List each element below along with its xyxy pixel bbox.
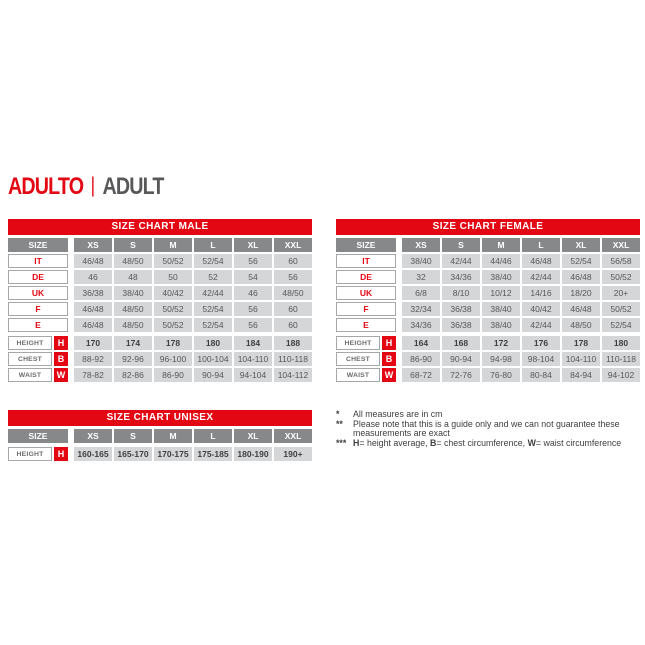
measure-value-cell: 78-82 (74, 368, 112, 382)
size-row-uk (8, 286, 312, 300)
size-value-cell: 52/54 (194, 318, 232, 332)
measure-rows (336, 336, 640, 382)
measure-value-cell: 90-94 (194, 368, 232, 382)
measure-value-cell: 174 (114, 336, 152, 350)
measure-label-waist: WAIST (8, 368, 52, 382)
column-header-m: M (482, 238, 520, 252)
size-value-cell: 42/44 (442, 254, 480, 268)
size-value-cell: 32/34 (402, 302, 440, 316)
column-header-xl: XL (234, 238, 272, 252)
footnote-text-part: W (527, 437, 536, 448)
measure-value-cell: 170-175 (154, 447, 192, 461)
row-label-de: DE (8, 270, 68, 284)
table-header-row (336, 238, 640, 252)
column-header-xl: XL (234, 429, 272, 443)
column-header-xs: XS (74, 429, 112, 443)
measure-value-cell: 88-92 (74, 352, 112, 366)
column-header-l: L (194, 238, 232, 252)
size-value-cell: 48/50 (114, 318, 152, 332)
footnote-text (353, 420, 644, 439)
size-value-cell: 46/48 (74, 302, 112, 316)
footnotes (336, 410, 644, 448)
size-value-cell: 38/40 (482, 302, 520, 316)
size-chart-male (8, 219, 312, 382)
size-value-cell: 14/16 (522, 286, 560, 300)
page-title-separator: | (90, 174, 96, 197)
size-value-cell: 8/10 (442, 286, 480, 300)
column-header-l: L (522, 238, 560, 252)
size-value-cell: 34/36 (442, 270, 480, 284)
size-value-cell: 46/48 (562, 302, 600, 316)
size-value-cell: 50/52 (154, 302, 192, 316)
table-header-row (8, 238, 312, 252)
measure-value-cell: 80-84 (522, 368, 560, 382)
measure-rows (8, 336, 312, 382)
size-value-cell: 38/40 (482, 318, 520, 332)
footnote-marker: ** (336, 418, 343, 429)
measure-value-cell: 72-76 (442, 368, 480, 382)
footnote-text-part: All measures are in cm (353, 409, 443, 419)
size-value-cell: 52/54 (194, 302, 232, 316)
measure-value-cell: 100-104 (194, 352, 232, 366)
size-row-de (336, 270, 640, 284)
size-value-cell: 42/44 (194, 286, 232, 300)
size-value-cell: 48/50 (114, 302, 152, 316)
size-value-cell: 52/54 (194, 254, 232, 268)
size-value-cell: 56/58 (602, 254, 640, 268)
measure-value-cell: 110-118 (274, 352, 312, 366)
footnote-text-part: H (353, 437, 360, 448)
size-value-cell: 56 (234, 302, 272, 316)
measure-badge-h: H (54, 447, 68, 461)
size-value-cell: 42/44 (522, 318, 560, 332)
column-header-s: S (114, 238, 152, 252)
measure-row-height (336, 336, 640, 350)
measure-value-cell: 110-118 (602, 352, 640, 366)
size-value-cell: 56 (274, 270, 312, 284)
measure-label-group (336, 368, 396, 382)
size-value-cell: 36/38 (442, 302, 480, 316)
row-label-uk: UK (8, 286, 68, 300)
measure-value-cell: 172 (482, 336, 520, 350)
size-value-cell: 36/38 (74, 286, 112, 300)
measure-label-height: HEIGHT (8, 336, 52, 350)
size-chart-female (336, 219, 640, 382)
measure-value-cell: 170 (74, 336, 112, 350)
measure-value-cell: 104-112 (274, 368, 312, 382)
column-header-xxl: XXL (274, 238, 312, 252)
measure-label-chest: CHEST (8, 352, 52, 366)
measure-label-group (336, 336, 396, 350)
measure-value-cell: 104-110 (234, 352, 272, 366)
footnote-text-part: Please note that this is a guide only and we can not guarantee these measurements are exact (353, 418, 620, 439)
size-value-cell: 40/42 (154, 286, 192, 300)
measure-value-cell: 184 (234, 336, 272, 350)
size-value-cell: 46 (74, 270, 112, 284)
size-value-cell: 50/52 (602, 270, 640, 284)
measure-label-group (8, 447, 68, 461)
column-header-xl: XL (562, 238, 600, 252)
footnote-text-part: = height average, (359, 437, 431, 448)
measure-label-group (336, 352, 396, 366)
size-value-cell: 38/40 (402, 254, 440, 268)
size-value-cell: 52/54 (602, 318, 640, 332)
size-value-cell: 18/20 (562, 286, 600, 300)
measure-value-cell: 82-86 (114, 368, 152, 382)
size-value-cell: 32 (402, 270, 440, 284)
size-row-f (336, 302, 640, 316)
row-label-e: E (8, 318, 68, 332)
size-value-cell: 40/42 (522, 302, 560, 316)
row-label-e: E (336, 318, 396, 332)
footnote-marker: *** (336, 437, 347, 448)
measure-row-height (8, 336, 312, 350)
measure-value-cell: 180 (602, 336, 640, 350)
measure-badge-w: W (54, 368, 68, 382)
footnote-3 (336, 439, 644, 449)
measure-value-cell: 94-104 (234, 368, 272, 382)
footnote-2 (336, 420, 644, 439)
footnote-text-part: = waist circumference (535, 437, 622, 448)
size-value-cell: 48/50 (562, 318, 600, 332)
size-value-cell: 60 (274, 318, 312, 332)
footnote-text-part: B (430, 437, 437, 448)
measure-value-cell: 90-94 (442, 352, 480, 366)
size-value-cell: 36/38 (442, 318, 480, 332)
measure-label-group (8, 336, 68, 350)
measure-value-cell: 98-104 (522, 352, 560, 366)
measure-value-cell: 180 (194, 336, 232, 350)
page-title-secondary: ADULT (102, 173, 164, 200)
measure-value-cell: 176 (522, 336, 560, 350)
size-row-e (8, 318, 312, 332)
size-chart-female-rows (336, 238, 640, 382)
size-chart-male-rows (8, 238, 312, 382)
measure-row-height (8, 447, 312, 461)
size-column-header: SIZE (8, 238, 68, 252)
size-chart-unisex (8, 410, 312, 461)
size-value-cell: 54 (234, 270, 272, 284)
measure-value-cell: 178 (154, 336, 192, 350)
measure-value-cell: 104-110 (562, 352, 600, 366)
size-value-cell: 46 (234, 286, 272, 300)
measure-value-cell: 84-94 (562, 368, 600, 382)
size-row-it (336, 254, 640, 268)
footnote-marker: * (336, 409, 340, 419)
size-value-cell: 44/46 (482, 254, 520, 268)
footnote-text-part: = chest circumference, (436, 437, 528, 448)
measure-value-cell: 178 (562, 336, 600, 350)
measure-value-cell: 86-90 (154, 368, 192, 382)
row-label-f: F (8, 302, 68, 316)
size-value-cell: 38/40 (114, 286, 152, 300)
measure-label-chest: CHEST (336, 352, 380, 366)
measure-rows (8, 447, 312, 461)
measure-label-waist: WAIST (336, 368, 380, 382)
measure-value-cell: 86-90 (402, 352, 440, 366)
size-chart-female-title: SIZE CHART FEMALE (336, 219, 640, 235)
size-row-f (8, 302, 312, 316)
row-label-f: F (336, 302, 396, 316)
measure-badge-h: H (382, 336, 396, 350)
measure-value-cell: 96-100 (154, 352, 192, 366)
column-header-s: S (114, 429, 152, 443)
size-row-uk (336, 286, 640, 300)
size-row-e (336, 318, 640, 332)
size-value-cell: 50/52 (154, 254, 192, 268)
size-value-cell: 46/48 (74, 318, 112, 332)
size-value-cell: 52 (194, 270, 232, 284)
size-value-cell: 48/50 (114, 254, 152, 268)
page-title (8, 175, 164, 199)
measure-value-cell: 68-72 (402, 368, 440, 382)
size-value-cell: 50/52 (154, 318, 192, 332)
size-value-cell: 50/52 (602, 302, 640, 316)
row-label-it: IT (336, 254, 396, 268)
size-value-cell: 46/48 (562, 270, 600, 284)
measure-value-cell: 180-190 (234, 447, 272, 461)
column-header-xxl: XXL (602, 238, 640, 252)
measure-value-cell: 164 (402, 336, 440, 350)
measure-label-height: HEIGHT (8, 447, 52, 461)
size-chart-male-title: SIZE CHART MALE (8, 219, 312, 235)
measure-value-cell: 190+ (274, 447, 312, 461)
size-row-it (8, 254, 312, 268)
size-row-de (8, 270, 312, 284)
column-header-xs: XS (74, 238, 112, 252)
size-value-cell: 50 (154, 270, 192, 284)
size-value-cell: 52/54 (562, 254, 600, 268)
size-value-cell: 46/48 (74, 254, 112, 268)
size-value-cell: 38/40 (482, 270, 520, 284)
size-column-header: SIZE (336, 238, 396, 252)
size-value-cell: 56 (234, 318, 272, 332)
size-value-cell: 6/8 (402, 286, 440, 300)
row-label-it: IT (8, 254, 68, 268)
measure-badge-w: W (382, 368, 396, 382)
measure-label-height: HEIGHT (336, 336, 380, 350)
measure-badge-b: B (54, 352, 68, 366)
size-chart-unisex-rows (8, 429, 312, 461)
column-header-xxl: XXL (274, 429, 312, 443)
measure-row-chest (8, 352, 312, 366)
measure-value-cell: 94-98 (482, 352, 520, 366)
column-header-m: M (154, 238, 192, 252)
measure-row-waist (336, 368, 640, 382)
column-header-xs: XS (402, 238, 440, 252)
size-value-cell: 48/50 (274, 286, 312, 300)
measure-label-group (8, 368, 68, 382)
size-value-cell: 20+ (602, 286, 640, 300)
measure-row-waist (8, 368, 312, 382)
column-header-m: M (154, 429, 192, 443)
size-value-cell: 48 (114, 270, 152, 284)
measure-label-group (8, 352, 68, 366)
size-value-cell: 42/44 (522, 270, 560, 284)
row-label-uk: UK (336, 286, 396, 300)
footnote-text (353, 439, 644, 449)
measure-row-chest (336, 352, 640, 366)
measure-value-cell: 94-102 (602, 368, 640, 382)
size-value-cell: 46/48 (522, 254, 560, 268)
size-value-cell: 56 (234, 254, 272, 268)
measure-value-cell: 76-80 (482, 368, 520, 382)
size-value-cell: 10/12 (482, 286, 520, 300)
column-header-s: S (442, 238, 480, 252)
table-header-row (8, 429, 312, 443)
size-value-cell: 60 (274, 302, 312, 316)
size-column-header: SIZE (8, 429, 68, 443)
measure-badge-h: H (54, 336, 68, 350)
size-value-cell: 60 (274, 254, 312, 268)
size-chart-unisex-title: SIZE CHART UNISEX (8, 410, 312, 426)
measure-value-cell: 92-96 (114, 352, 152, 366)
measure-value-cell: 165-170 (114, 447, 152, 461)
measure-value-cell: 188 (274, 336, 312, 350)
measure-value-cell: 175-185 (194, 447, 232, 461)
size-value-cell: 34/36 (402, 318, 440, 332)
page-title-primary: ADULTO (8, 173, 84, 200)
column-header-l: L (194, 429, 232, 443)
row-label-de: DE (336, 270, 396, 284)
measure-value-cell: 160-165 (74, 447, 112, 461)
measure-value-cell: 168 (442, 336, 480, 350)
measure-badge-b: B (382, 352, 396, 366)
